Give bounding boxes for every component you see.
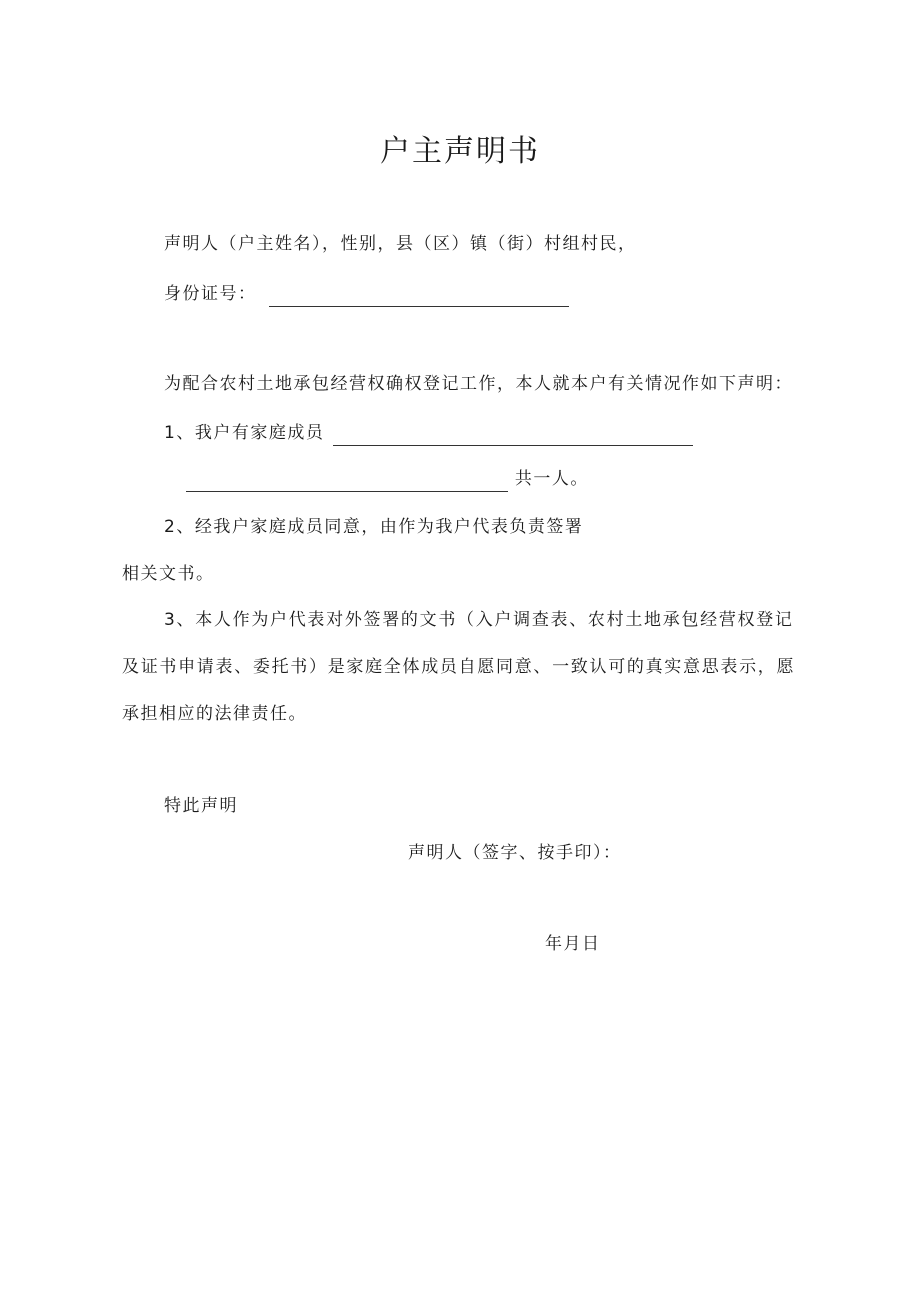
item3-line3: 承担相应的法律责任。 <box>122 704 307 724</box>
item1-label: 1、我户有家庭成员 <box>164 423 325 443</box>
id-number-blank[interactable] <box>269 286 569 307</box>
item1-count-row <box>186 466 589 492</box>
closing-statement: 特此声明 <box>164 796 238 816</box>
family-members-blank-continued[interactable] <box>186 471 508 492</box>
id-number-label: 身份证号： <box>164 284 257 304</box>
item2-line1: 2、经我户家庭成员同意，由作为我户代表负责签署 <box>164 517 584 537</box>
intro-paragraph: 为配合农村土地承包经营权确权登记工作，本人就本户有关情况作如下声明： <box>164 374 793 394</box>
declarant-line: 声明人（户主姓名），性别，县（区）镇（街）村组村民， <box>164 234 637 254</box>
page-title: 户主声明书 <box>380 134 540 169</box>
date-label: 年月日 <box>545 934 601 954</box>
item1-row <box>164 420 693 446</box>
item2-line2: 相关文书。 <box>122 564 215 584</box>
signature-label: 声明人（签字、按手印）： <box>408 843 622 863</box>
family-members-blank[interactable] <box>333 425 693 446</box>
item3-line1: 3、本人作为户代表对外签署的文书（入户调查表、农村土地承包经营权登记 <box>164 610 794 630</box>
item3-line2: 及证书申请表、委托书）是家庭全体成员自愿同意、一致认可的真实意思表示，愿 <box>122 657 796 677</box>
item1-count-suffix: 共一人。 <box>514 469 589 489</box>
id-number-row <box>164 281 569 307</box>
